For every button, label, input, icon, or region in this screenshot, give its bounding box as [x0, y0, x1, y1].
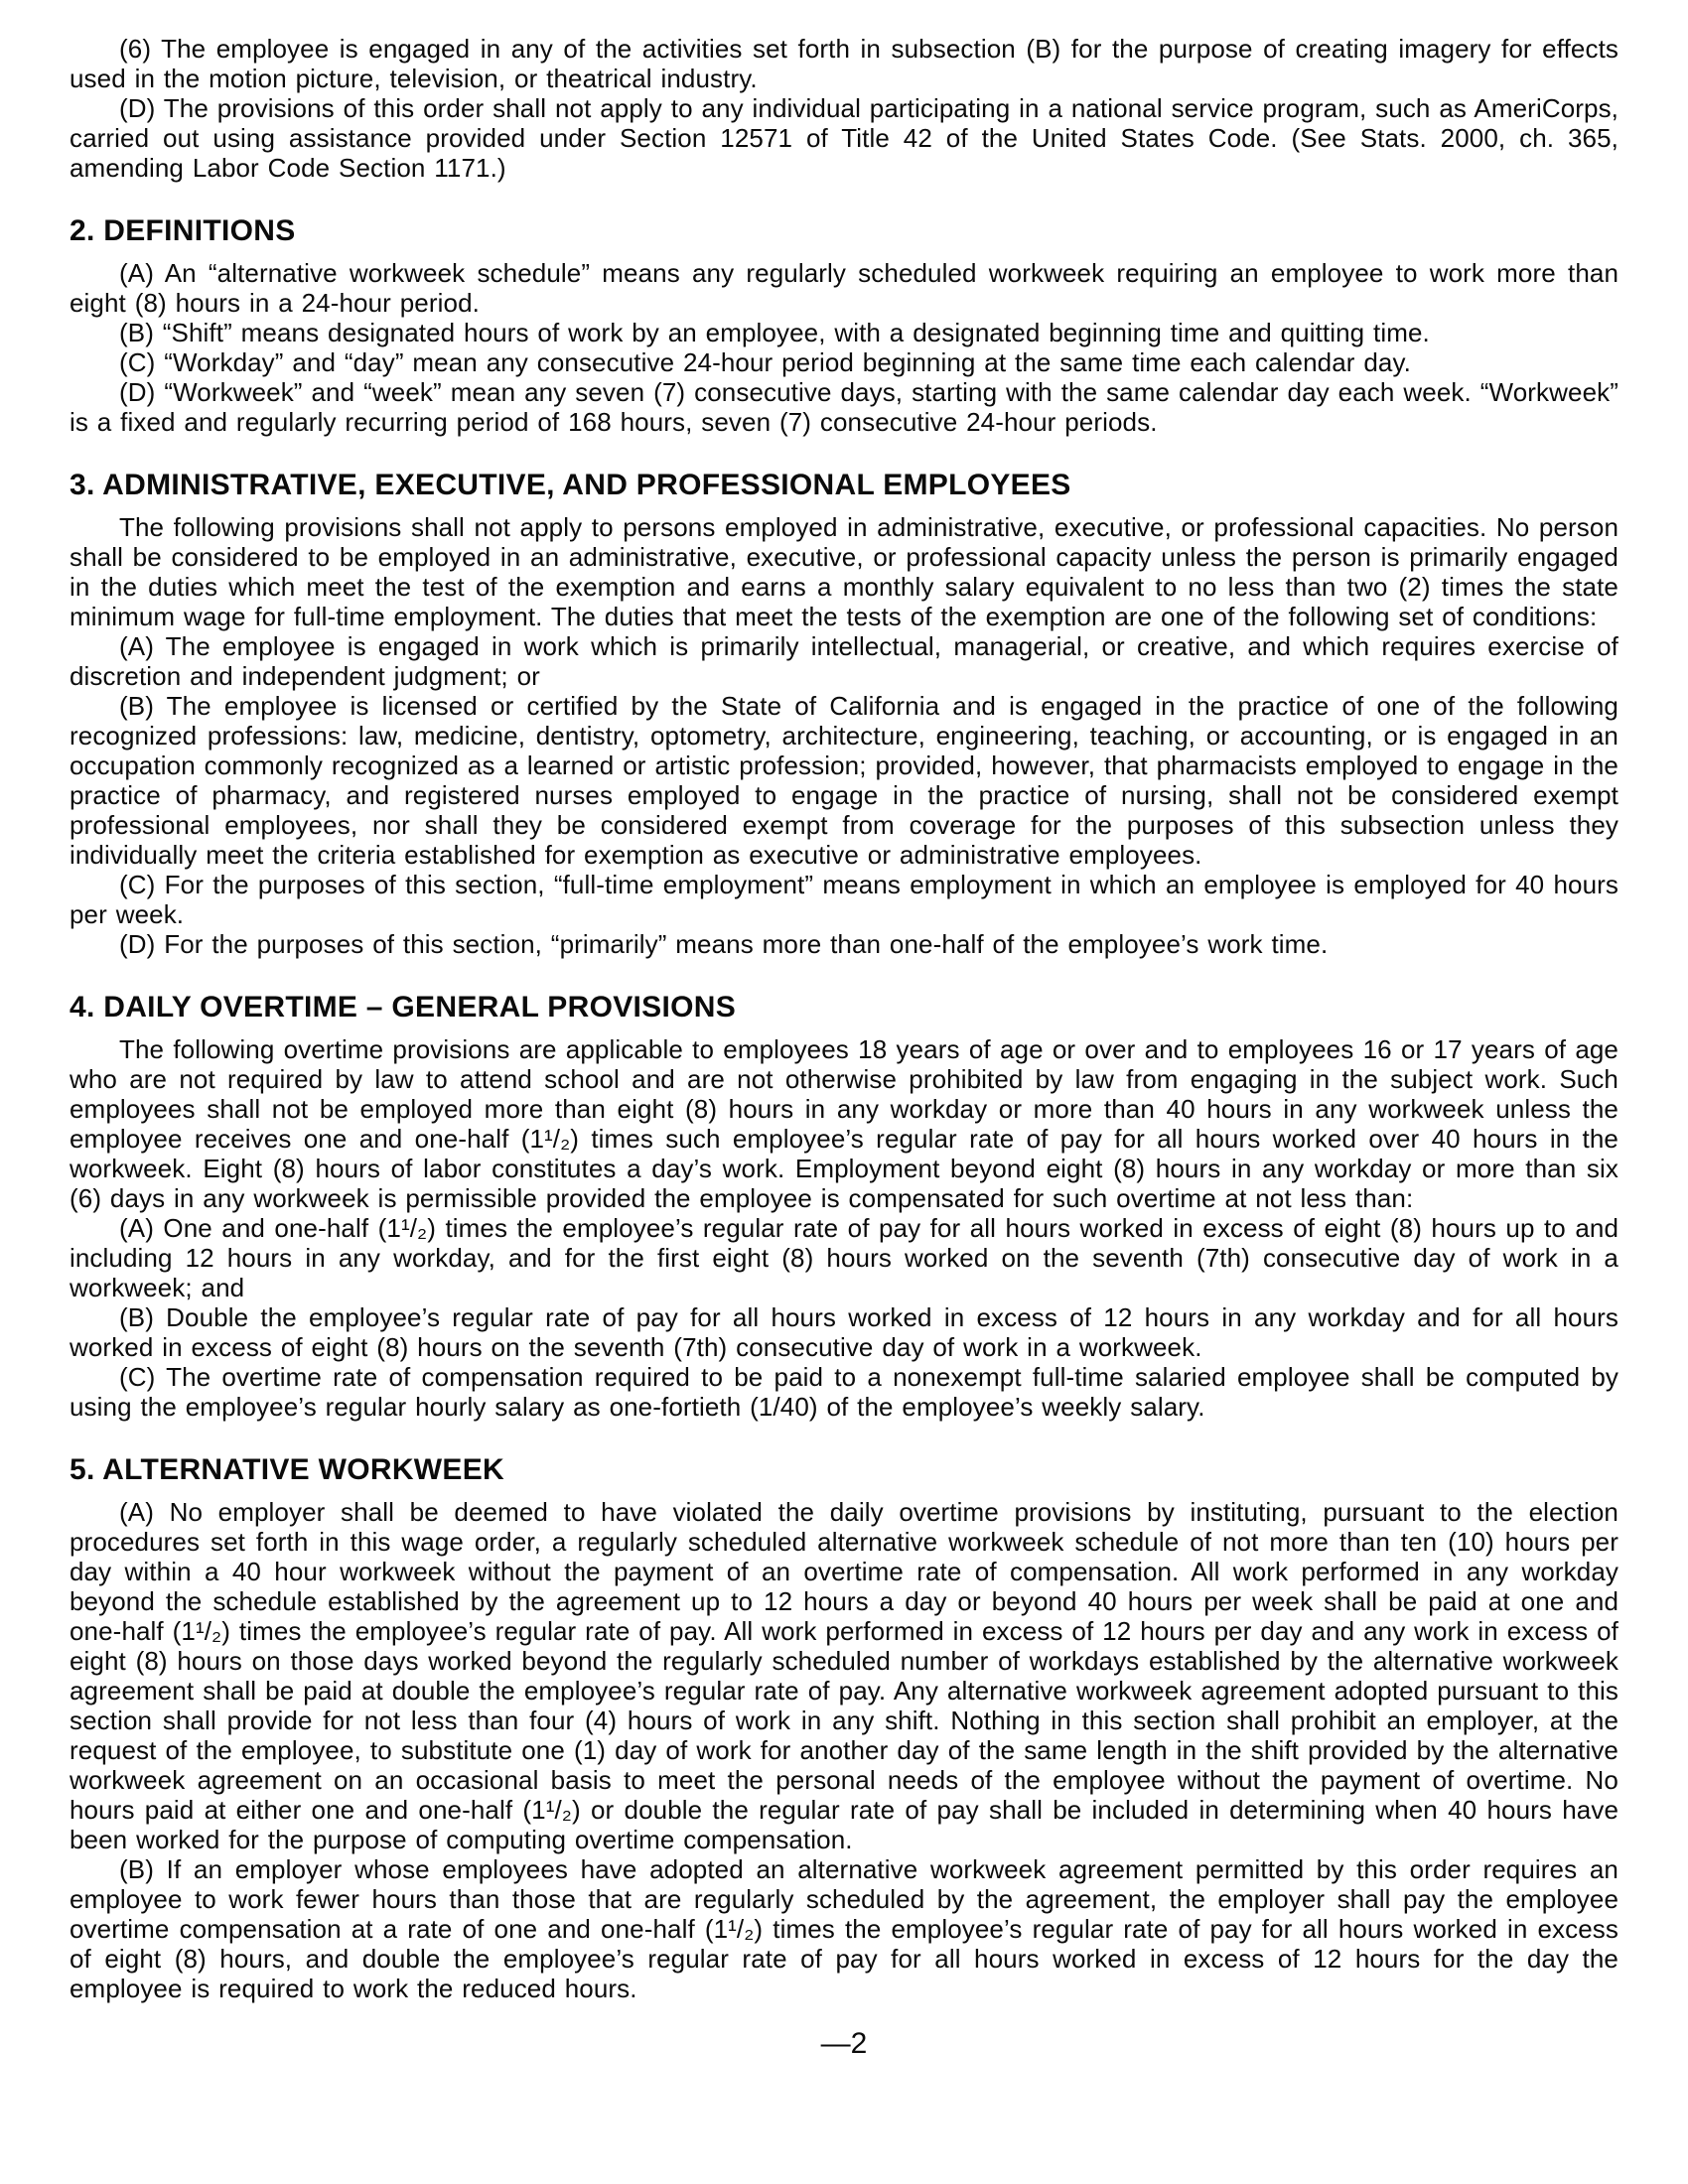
- alternative-workweek-paragraph-a: (A) No employer shall be deemed to have violated the daily overtime provisions by instituting, pursuant to the election procedures set forth in this wage order, a regularly scheduled alternative workweek schedule of not more than ten (10) hours per day within a 40 hour workweek without the payment of an overtime rate of compensation. All work performed in any workday beyond the schedule established by the agreement up to 12 hours a day or beyond 40 hours per week shall be paid at one and one-half (1¹/₂) times the employee’s regular rate of pay. All work performed in excess of 12 hours per day and any work in excess of eight (8) hours on those days worked beyond the regularly scheduled number of workdays established by the alternative workweek agreement shall be paid at double the employee’s regular rate of pay. Any alternative workweek agreement adopted pursuant to this section shall provide for not less than four (4) hours of work in any shift. Nothing in this section shall prohibit an employer, at the request of the employee, to substitute one (1) day of work for another day of the same length in the shift provided by the alternative workweek agreement on an occasional basis to meet the personal needs of the employee without the payment of overtime. No hours paid at either one and one-half (1¹/₂) or double the regular rate of pay shall be included in determining when 40 hours have been worked for the purpose of computing overtime compensation.: [70, 1497, 1618, 1854]
- continuation-paragraph-6: (6) The employee is engaged in any of the activities set forth in subsection (B) for the purpose of creating imagery for effects used in the motion picture, television, or theatrical industry.: [70, 34, 1618, 93]
- admin-paragraph-d: (D) For the purposes of this section, “primarily” means more than one-half of the employee’s work time.: [119, 929, 1329, 959]
- definitions-paragraph-b: (B) “Shift” means designated hours of work by an employee, with a designated beginning time and quitting time.: [119, 318, 1430, 347]
- admin-intro-paragraph: The following provisions shall not apply to persons employed in administrative, executive, or professional capacities. No person shall be considered to be employed in an administrative, executive, or professional capacity unless the person is primarily engaged in the duties which meet the test of the exemption and earns a monthly salary equivalent to no less than two (2) times the state minimum wage for full-time employment. The duties that meet the tests of the exemption are one of the following set of conditions:: [70, 512, 1618, 631]
- section-heading-administrative-executive-professional: 3. ADMINISTRATIVE, EXECUTIVE, AND PROFESSIONAL EMPLOYEES: [70, 469, 1071, 501]
- definitions-paragraph-d: (D) “Workweek” and “week” mean any seven (7) consecutive days, starting with the same calendar day each week. “Workweek” is a fixed and regularly recurring period of 168 hours, seven (7) consecutive 24-hour periods.: [70, 377, 1618, 437]
- overtime-paragraph-c: (C) The overtime rate of compensation required to be paid to a nonexempt full-time salaried employee shall be computed by using the employee’s regular hourly salary as one-fortieth (1/40) of the employee’s weekly salary.: [70, 1362, 1618, 1422]
- section-heading-daily-overtime: 4. DAILY OVERTIME – GENERAL PROVISIONS: [70, 991, 737, 1024]
- section-heading-alternative-workweek: 5. ALTERNATIVE WORKWEEK: [70, 1453, 505, 1486]
- admin-paragraph-b: (B) The employee is licensed or certified by the State of California and is engaged in the practice of one of the following recognized professions: law, medicine, dentistry, optometry, architecture, engineering, teaching, or accounting, or is engaged in an occupation commonly recognized as a learned or artistic profession; provided, however, that pharmacists employed to engage in the practice of pharmacy, and registered nurses employed to engage in the practice of nursing, shall not be considered exempt professional employees, nor shall they be considered exempt from coverage for the purposes of this subsection unless they individually meet the criteria established for exemption as executive or administrative employees.: [70, 691, 1618, 870]
- section-heading-definitions: 2. DEFINITIONS: [70, 214, 296, 247]
- definitions-paragraph-a: (A) An “alternative workweek schedule” means any regularly scheduled workweek requiring an employee to work more than eight (8) hours in a 24-hour period.: [70, 258, 1618, 318]
- continuation-paragraph-d: (D) The provisions of this order shall not apply to any individual participating in a national service program, such as AmeriCorps, carried out using assistance provided under Section 12571 of Title 42 of the United States Code. (See Stats. 2000, ch. 365, amending Labor Code Section 1171.): [70, 93, 1618, 183]
- document-body: [70, 34, 1618, 2003]
- overtime-paragraph-a: (A) One and one-half (1¹/₂) times the employee’s regular rate of pay for all hours worked in excess of eight (8) hours up to and including 12 hours in any workday, and for the first eight (8) hours worked on the seventh (7th) consecutive day of work in a workweek; and: [70, 1213, 1618, 1302]
- definitions-paragraph-c: (C) “Workday” and “day” mean any consecutive 24-hour period beginning at the same time each calendar day.: [119, 347, 1411, 377]
- page-number: —2: [820, 2027, 868, 2060]
- overtime-intro-paragraph: The following overtime provisions are applicable to employees 18 years of age or over and to employees 16 or 17 years of age who are not required by law to attend school and are not otherwise prohibited by law from engaging in the subject work. Such employees shall not be employed more than eight (8) hours in any workday or more than 40 hours in any workweek unless the employee receives one and one-half (1¹/₂) times such employee’s regular rate of pay for all hours worked over 40 hours in the workweek. Eight (8) hours of labor constitutes a day’s work. Employment beyond eight (8) hours in any workday or more than six (6) days in any workweek is permissible provided the employee is compensated for such overtime at not less than:: [70, 1034, 1618, 1213]
- admin-paragraph-c: (C) For the purposes of this section, “full-time employment” means employment in which an employee is employed for 40 hours per week.: [70, 870, 1618, 929]
- overtime-paragraph-b: (B) Double the employee’s regular rate of pay for all hours worked in excess of 12 hours in any workday and for all hours worked in excess of eight (8) hours on the seventh (7th) consecutive day of work in a workweek.: [70, 1302, 1618, 1362]
- page-footer: [70, 2027, 1618, 2061]
- admin-paragraph-a: (A) The employee is engaged in work which is primarily intellectual, managerial, or creative, and which requires exercise of discretion and independent judgment; or: [70, 631, 1618, 691]
- alternative-workweek-paragraph-b: (B) If an employer whose employees have adopted an alternative workweek agreement permitted by this order requires an employee to work fewer hours than those that are regularly scheduled by the agreement, the employer shall pay the employee overtime compensation at a rate of one and one-half (1¹/₂) times the employee’s regular rate of pay for all hours worked in excess of eight (8) hours, and double the employee’s regular rate of pay for all hours worked in excess of 12 hours for the day the employee is required to work the reduced hours.: [70, 1854, 1618, 2003]
